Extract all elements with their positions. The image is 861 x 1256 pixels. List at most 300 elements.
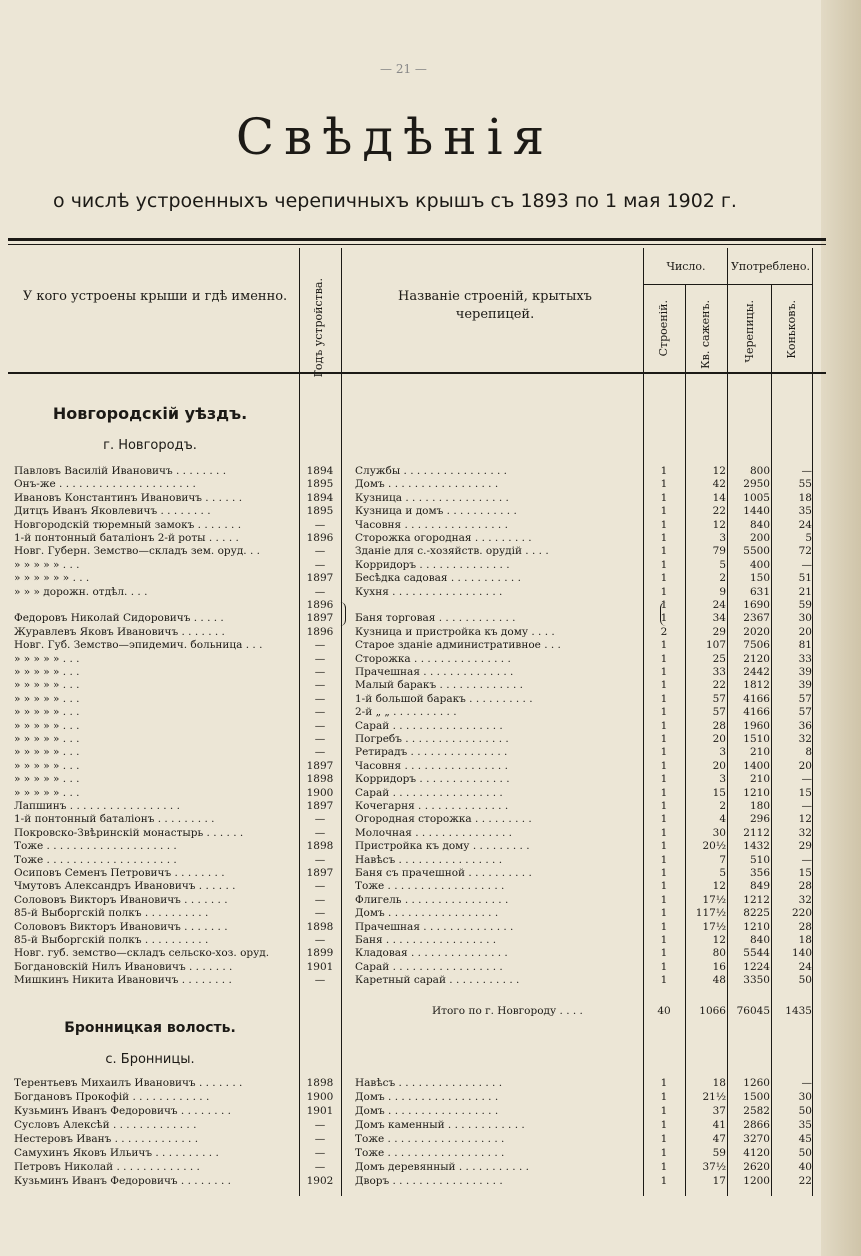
table-row bbox=[0, 786, 861, 800]
sq-sazhen-cell: 47 bbox=[712, 1133, 726, 1145]
owner-cell: Ивановъ Константинъ Ивановичъ . . . . . . bbox=[14, 491, 243, 504]
table-row bbox=[0, 879, 861, 893]
tiles-cell: 1812 bbox=[743, 679, 770, 692]
ridges-cell: 21 bbox=[798, 585, 812, 598]
sq-sazhen-cell: 5 bbox=[719, 558, 726, 571]
table-row bbox=[0, 866, 861, 880]
buildings-count-cell: 1 bbox=[660, 1133, 668, 1145]
header-sq-sazhen: Кв. саженъ. bbox=[699, 300, 712, 369]
tiles-cell: 1005 bbox=[743, 491, 770, 504]
table-row bbox=[0, 652, 861, 666]
buildings-count-cell: 1 bbox=[660, 733, 668, 745]
building-cell: Дворъ . . . . . . . . . . . . . . . . . bbox=[355, 1175, 503, 1187]
year-cell: 1895 bbox=[306, 478, 334, 491]
buildings-count-cell: 2 bbox=[660, 625, 668, 638]
table-row bbox=[0, 745, 861, 759]
year-cell: 1894 bbox=[306, 491, 334, 504]
building-cell: Баня съ прачешной . . . . . . . . . . bbox=[355, 867, 532, 879]
year-cell: — bbox=[314, 585, 326, 598]
ridges-cell: — bbox=[801, 800, 812, 812]
year-cell: — bbox=[314, 813, 326, 826]
header-owner: У кого устроены крыши и гдѣ именно. bbox=[22, 289, 288, 304]
sq-sazhen-cell: 48 bbox=[712, 974, 726, 987]
sq-sazhen-cell: 15 bbox=[712, 786, 726, 799]
header-number-group: Число. bbox=[666, 260, 706, 273]
ridges-cell: 33 bbox=[798, 652, 812, 665]
header-ridges: Коньковъ. bbox=[785, 300, 798, 359]
year-cell: — bbox=[314, 639, 326, 652]
buildings-count-cell: 1 bbox=[660, 786, 668, 799]
buildings-count-cell: 1 bbox=[660, 880, 668, 893]
sq-sazhen-cell: 80 bbox=[712, 947, 726, 960]
owner-cell: Павловъ Василій Ивановичъ . . . . . . . . bbox=[14, 465, 227, 477]
table-row bbox=[0, 491, 861, 505]
building-cell: Часовня . . . . . . . . . . . . . . . . bbox=[355, 759, 508, 772]
sq-sazhen-cell: 7 bbox=[719, 853, 726, 866]
building-cell: Баня . . . . . . . . . . . . . . . . . bbox=[355, 934, 497, 946]
buildings-count-cell: 1 bbox=[660, 518, 668, 531]
ridges-cell: 22 bbox=[798, 1175, 812, 1187]
sq-sazhen-cell: 107 bbox=[705, 639, 726, 652]
owner-cell: Кузьминъ Иванъ Федоровичъ . . . . . . . . bbox=[14, 1105, 231, 1117]
table-row bbox=[0, 571, 861, 585]
buildings-count-cell: 1 bbox=[660, 465, 668, 477]
sq-sazhen-cell: 17½ bbox=[702, 920, 726, 933]
building-cell: Домъ . . . . . . . . . . . . . . . . . bbox=[355, 1105, 499, 1117]
building-cell: Домъ . . . . . . . . . . . . . . . . . bbox=[355, 907, 499, 920]
ridges-cell: 30 bbox=[798, 612, 812, 625]
tiles-cell: 210 bbox=[749, 746, 770, 759]
owner-cell: 1-й понтонный баталіонъ 2-й роты . . . . . bbox=[14, 532, 239, 544]
buildings-count-cell: 1 bbox=[660, 679, 668, 692]
tiles-cell: 849 bbox=[749, 880, 770, 893]
table-row bbox=[0, 638, 861, 652]
year-cell: 1897 bbox=[306, 800, 334, 812]
owner-cell: Новг. Губ. Земство—эпидемич. больница . . . bbox=[14, 639, 263, 652]
sq-sazhen-cell: 41 bbox=[712, 1119, 726, 1131]
tiles-cell: 5500 bbox=[743, 545, 770, 558]
ridges-cell: 35 bbox=[798, 505, 812, 518]
sq-sazhen-cell: 12 bbox=[712, 880, 726, 893]
buildings-count-cell: 1 bbox=[660, 478, 668, 491]
table-row bbox=[0, 933, 861, 947]
year-cell: 1898 bbox=[306, 773, 334, 786]
tiles-cell: 180 bbox=[749, 800, 770, 812]
table-row bbox=[0, 625, 861, 639]
tiles-cell: 2442 bbox=[743, 666, 770, 678]
ridges-cell: 20 bbox=[798, 759, 812, 772]
ridges-cell: 36 bbox=[798, 719, 812, 732]
sq-sazhen-cell: 3 bbox=[719, 773, 726, 786]
sq-sazhen-cell: 4 bbox=[719, 813, 726, 826]
building-cell: Флигель . . . . . . . . . . . . . . . . bbox=[355, 893, 509, 906]
tiles-cell: 631 bbox=[749, 585, 770, 598]
year-cell: — bbox=[314, 706, 326, 719]
sq-sazhen-cell: 21½ bbox=[702, 1091, 726, 1103]
header-top-rule bbox=[8, 238, 826, 241]
tiles-cell: 200 bbox=[749, 532, 770, 544]
year-cell: — bbox=[314, 1161, 326, 1173]
year-cell: 1899 bbox=[306, 947, 334, 960]
table-row bbox=[0, 558, 861, 572]
year-cell: 1896 bbox=[306, 625, 334, 638]
year-cell: 1898 bbox=[306, 1077, 334, 1089]
table-row bbox=[0, 719, 861, 733]
tiles-cell: 4120 bbox=[743, 1147, 770, 1159]
ridges-cell: 220 bbox=[791, 907, 812, 920]
tiles-cell: 1210 bbox=[743, 920, 770, 933]
sq-sazhen-cell: 22 bbox=[712, 679, 726, 692]
owner-cell: 85-й Выборгскій полкъ . . . . . . . . . . bbox=[14, 907, 209, 920]
tiles-cell: 2866 bbox=[743, 1119, 770, 1131]
header-tiles: Черепицы. bbox=[743, 300, 756, 363]
building-cell: Кузница . . . . . . . . . . . . . . . . bbox=[355, 491, 509, 504]
building-cell: Малый баракъ . . . . . . . . . . . . . bbox=[355, 679, 523, 692]
sq-sazhen-cell: 33 bbox=[712, 666, 726, 678]
year-cell: — bbox=[314, 880, 326, 893]
owner-cell: Лапшинъ . . . . . . . . . . . . . . . . . bbox=[14, 800, 180, 812]
sq-sazhen-cell: 37 bbox=[712, 1105, 726, 1117]
ridges-cell: 55 bbox=[798, 478, 812, 491]
header-building: Названіе строеній, крытыхъ черепицей. bbox=[398, 289, 592, 322]
ridges-cell: — bbox=[801, 773, 812, 786]
year-cell: — bbox=[314, 1119, 326, 1131]
ridges-cell: 45 bbox=[798, 1133, 812, 1145]
year-cell: — bbox=[314, 719, 326, 732]
sq-sazhen-cell: 42 bbox=[712, 478, 726, 491]
sq-sazhen-cell: 57 bbox=[712, 706, 726, 719]
year-cell: 1900 bbox=[306, 1091, 334, 1103]
ridges-cell: 24 bbox=[798, 960, 812, 973]
buildings-count-cell: 1 bbox=[660, 719, 668, 732]
building-cell: Кладовая . . . . . . . . . . . . . . . bbox=[355, 947, 508, 960]
section-village: с. Бронницы. bbox=[105, 1052, 195, 1067]
tiles-cell: 1224 bbox=[743, 960, 770, 973]
tiles-cell: 210 bbox=[749, 773, 770, 786]
buildings-count-cell: 1 bbox=[660, 692, 668, 705]
ridges-cell: 24 bbox=[798, 518, 812, 531]
sq-sazhen-cell: 18 bbox=[712, 1077, 726, 1089]
tiles-cell: 1260 bbox=[743, 1077, 770, 1089]
tiles-cell: 1960 bbox=[743, 719, 770, 732]
year-cell: 1897 bbox=[306, 612, 334, 625]
building-cell: Кузница и пристройка къ дому . . . . bbox=[355, 625, 555, 638]
year-cell: 1896 bbox=[306, 532, 334, 544]
owner-cell: Солововъ Викторъ Ивановичъ . . . . . . . bbox=[14, 893, 228, 906]
year-cell: — bbox=[314, 893, 326, 906]
year-cell: 1897 bbox=[306, 759, 334, 772]
table-row bbox=[0, 477, 861, 491]
sq-sazhen-cell: 17½ bbox=[702, 893, 726, 906]
building-cell: Сарай . . . . . . . . . . . . . . . . . bbox=[355, 719, 503, 732]
sq-sazhen-cell: 17 bbox=[712, 1175, 726, 1187]
building-cell: Прачешная . . . . . . . . . . . . . . bbox=[355, 666, 514, 678]
building-cell: Тоже . . . . . . . . . . . . . . . . . . bbox=[355, 880, 505, 893]
ridges-cell: 81 bbox=[798, 639, 812, 652]
buildings-count-cell: 1 bbox=[660, 907, 668, 920]
year-cell: — bbox=[314, 934, 326, 946]
sq-sazhen-cell: 3 bbox=[719, 746, 726, 759]
ridges-cell: 29 bbox=[798, 840, 812, 853]
table-row bbox=[0, 1104, 861, 1118]
header-year: Годъ устройства. bbox=[312, 278, 325, 378]
tiles-cell: 1432 bbox=[743, 840, 770, 853]
sq-sazhen-cell: 3 bbox=[719, 532, 726, 544]
sq-sazhen-cell: 9 bbox=[719, 585, 726, 598]
tiles-cell: 3270 bbox=[743, 1133, 770, 1145]
ridges-cell: 50 bbox=[798, 1105, 812, 1117]
table-row bbox=[0, 732, 861, 746]
owner-cell: Новг. Губерн. Земство—складъ зем. оруд. . . bbox=[14, 545, 260, 558]
sq-sazhen-cell: 30 bbox=[712, 826, 726, 839]
buildings-count-cell: 1 bbox=[660, 1105, 668, 1117]
table-row bbox=[0, 893, 861, 907]
owner-cell: Дитцъ Иванъ Яковлевичъ . . . . . . . . bbox=[14, 505, 211, 518]
owner-cell: Чмутовъ Александръ Ивановичъ . . . . . . bbox=[14, 880, 236, 893]
year-cell: 1901 bbox=[306, 960, 334, 973]
building-cell: Часовня . . . . . . . . . . . . . . . . bbox=[355, 518, 508, 531]
tiles-cell: 1212 bbox=[743, 893, 770, 906]
building-cell: Старое зданіе административное . . . bbox=[355, 639, 561, 652]
owner-cell: Онъ-же . . . . . . . . . . . . . . . . . . . . . bbox=[14, 478, 196, 491]
buildings-count-cell: 1 bbox=[660, 706, 668, 719]
table-row bbox=[0, 504, 861, 518]
buildings-count-cell: 1 bbox=[660, 572, 668, 585]
buildings-count-cell: 1 bbox=[660, 974, 668, 987]
owner-cell: » » » » » . . . bbox=[14, 746, 80, 759]
owner-cell: » » » » » . . . bbox=[14, 773, 80, 786]
building-cell: Кочегарня . . . . . . . . . . . . . . bbox=[355, 800, 509, 812]
buildings-count-cell: 1 bbox=[660, 1147, 668, 1159]
sq-sazhen-cell: 28 bbox=[712, 719, 726, 732]
page-number: — 21 — bbox=[380, 62, 427, 76]
tiles-cell: 4166 bbox=[743, 706, 770, 719]
buildings-count-cell: 1 bbox=[660, 934, 668, 946]
tiles-cell: 2367 bbox=[743, 612, 770, 625]
ridges-cell: 40 bbox=[798, 1161, 812, 1173]
building-cell: Тоже . . . . . . . . . . . . . . . . . . bbox=[355, 1133, 505, 1145]
building-cell: Сарай . . . . . . . . . . . . . . . . . bbox=[355, 960, 503, 973]
year-cell: 1901 bbox=[306, 1105, 334, 1117]
buildings-count-cell: 1 bbox=[660, 585, 668, 598]
table-row bbox=[0, 611, 861, 625]
building-cell: Пристройка къ дому . . . . . . . . . bbox=[355, 840, 530, 853]
buildings-count-cell: 1 bbox=[660, 545, 668, 558]
building-cell: Погребъ . . . . . . . . . . . . . . . . bbox=[355, 733, 509, 745]
sq-sazhen-cell: 12 bbox=[712, 934, 726, 946]
header-used-group: Употреблено. bbox=[730, 260, 811, 273]
sq-sazhen-cell: 24 bbox=[712, 599, 726, 611]
buildings-count-cell: 1 bbox=[660, 800, 668, 812]
tiles-cell: 840 bbox=[749, 934, 770, 946]
building-cell: Молочная . . . . . . . . . . . . . . . bbox=[355, 826, 513, 839]
table-row bbox=[0, 692, 861, 706]
owner-cell: 85-й Выборгскій полкъ . . . . . . . . . . bbox=[14, 934, 209, 946]
year-cell: — bbox=[314, 652, 326, 665]
buildings-count-cell: 1 bbox=[660, 505, 668, 518]
tiles-cell: 1690 bbox=[743, 599, 770, 611]
sq-sazhen-cell: 25 bbox=[712, 652, 726, 665]
owner-cell: Мишкинъ Никита Ивановичъ . . . . . . . . bbox=[14, 974, 232, 987]
table-row bbox=[0, 812, 861, 826]
ridges-cell: 18 bbox=[798, 491, 812, 504]
year-cell: — bbox=[314, 666, 326, 678]
table-row bbox=[0, 759, 861, 773]
year-cell: — bbox=[314, 907, 326, 920]
sq-sazhen-cell: 16 bbox=[712, 960, 726, 973]
ridges-cell: — bbox=[801, 853, 812, 866]
buildings-count-cell: 1 bbox=[660, 867, 668, 879]
year-cell: — bbox=[314, 692, 326, 705]
tiles-cell: 1210 bbox=[743, 786, 770, 799]
ridges-cell: 51 bbox=[798, 572, 812, 585]
table-row bbox=[0, 946, 861, 960]
sq-sazhen-cell: 2 bbox=[719, 800, 726, 812]
tiles-cell: 4166 bbox=[743, 692, 770, 705]
sq-sazhen-cell: 57 bbox=[712, 692, 726, 705]
building-cell: Домъ . . . . . . . . . . . . . . . . . bbox=[355, 1091, 499, 1103]
buildings-count-cell: 1 bbox=[660, 558, 668, 571]
table-row bbox=[0, 826, 861, 840]
owner-cell: Богдановъ Прокофій . . . . . . . . . . . . bbox=[14, 1091, 210, 1103]
building-cell: Навѣсъ . . . . . . . . . . . . . . . . bbox=[355, 1077, 503, 1089]
year-cell: 1894 bbox=[306, 465, 334, 477]
owner-cell: » » » » » . . . bbox=[14, 692, 80, 705]
owner-cell: Терентьевъ Михаилъ Ивановичъ . . . . . . . bbox=[14, 1077, 243, 1089]
ridges-cell: — bbox=[801, 558, 812, 571]
buildings-count-cell: 1 bbox=[660, 947, 668, 960]
owner-cell: Покровско-Звѣринскій монастырь . . . . . . bbox=[14, 826, 244, 839]
ridges-cell: 140 bbox=[791, 947, 812, 960]
table-row bbox=[0, 1174, 861, 1188]
ridges-cell: 39 bbox=[798, 666, 812, 678]
year-cell: — bbox=[314, 545, 326, 558]
sq-sazhen-cell: 34 bbox=[712, 612, 726, 625]
tiles-cell: 2112 bbox=[743, 826, 770, 839]
header-num-buildings: Строеній. bbox=[657, 300, 670, 357]
tiles-cell: 1440 bbox=[743, 505, 770, 518]
tiles-cell: 7506 bbox=[743, 639, 770, 652]
building-cell: Службы . . . . . . . . . . . . . . . . bbox=[355, 465, 508, 477]
buildings-count-cell: 1 bbox=[660, 612, 668, 625]
table-row bbox=[0, 799, 861, 813]
year-cell: — bbox=[314, 1147, 326, 1159]
section-town: г. Новгородъ. bbox=[103, 438, 197, 453]
owner-cell: Богдановскій Нилъ Ивановичъ . . . . . . . bbox=[14, 960, 233, 973]
tiles-cell: 800 bbox=[749, 465, 770, 477]
building-cell: Корридоръ . . . . . . . . . . . . . . bbox=[355, 773, 510, 786]
ridges-cell: 15 bbox=[798, 786, 812, 799]
tiles-cell: 356 bbox=[749, 867, 770, 879]
document-title: Свѣдѣнія bbox=[235, 108, 555, 166]
sq-sazhen-cell: 59 bbox=[712, 1147, 726, 1159]
table-row bbox=[0, 1076, 861, 1090]
owner-cell: Тоже . . . . . . . . . . . . . . . . . . . . bbox=[14, 840, 177, 853]
section-volost: Бронницкая волость. bbox=[64, 1020, 236, 1036]
table-row bbox=[0, 1090, 861, 1104]
owner-cell: » » » дорожн. отдѣл. . . . bbox=[14, 585, 148, 598]
owner-cell: » » » » » » . . . bbox=[14, 572, 90, 585]
owner-cell: » » » » » . . . bbox=[14, 759, 80, 772]
table-row bbox=[0, 464, 861, 478]
owner-cell: » » » » » . . . bbox=[14, 733, 80, 745]
ridges-cell: 32 bbox=[798, 893, 812, 906]
building-cell: Корридоръ . . . . . . . . . . . . . . bbox=[355, 558, 510, 571]
year-cell: 1897 bbox=[306, 867, 334, 879]
building-cell: Кузница и домъ . . . . . . . . . . . bbox=[355, 505, 517, 518]
ridges-cell: 30 bbox=[798, 1091, 812, 1103]
sq-sazhen-cell: 37½ bbox=[702, 1161, 726, 1173]
buildings-count-cell: 1 bbox=[660, 840, 668, 853]
year-cell: 1900 bbox=[306, 786, 334, 799]
owner-cell: » » » » » . . . bbox=[14, 719, 80, 732]
building-cell: Сарай . . . . . . . . . . . . . . . . . bbox=[355, 786, 503, 799]
buildings-count-cell: 1 bbox=[660, 893, 668, 906]
tiles-cell: 2120 bbox=[743, 652, 770, 665]
ridges-cell: 28 bbox=[798, 880, 812, 893]
table-row bbox=[0, 1118, 861, 1132]
building-cell: Прачешная . . . . . . . . . . . . . . bbox=[355, 920, 514, 933]
building-cell: Тоже . . . . . . . . . . . . . . . . . . bbox=[355, 1147, 505, 1159]
table-row bbox=[0, 585, 861, 599]
year-cell: 1895 bbox=[306, 505, 334, 518]
tiles-cell: 2582 bbox=[743, 1105, 770, 1117]
buildings-count-cell: 1 bbox=[660, 1119, 668, 1131]
sq-sazhen-cell: 20 bbox=[712, 759, 726, 772]
owner-cell: » » » » » . . . bbox=[14, 679, 80, 692]
building-cell: Домъ деревянный . . . . . . . . . . . bbox=[355, 1161, 529, 1173]
buildings-count-cell: 1 bbox=[660, 853, 668, 866]
sq-sazhen-cell: 20½ bbox=[702, 840, 726, 853]
tiles-cell: 2020 bbox=[743, 625, 770, 638]
building-cell: Домъ . . . . . . . . . . . . . . . . . bbox=[355, 478, 499, 491]
header-bottom-rule bbox=[8, 372, 826, 374]
year-cell: — bbox=[314, 518, 326, 531]
table-row bbox=[0, 678, 861, 692]
ridges-cell: 18 bbox=[798, 934, 812, 946]
sq-sazhen-cell: 29 bbox=[712, 625, 726, 638]
table-row bbox=[0, 531, 861, 545]
table-row bbox=[0, 960, 861, 974]
sq-sazhen-cell: 22 bbox=[712, 505, 726, 518]
group-header-rule bbox=[643, 284, 812, 285]
building-cell: Ретирадъ . . . . . . . . . . . . . . . bbox=[355, 746, 508, 759]
tiles-cell: 8225 bbox=[743, 907, 770, 920]
buildings-count-cell: 1 bbox=[660, 759, 668, 772]
buildings-count-cell: 1 bbox=[660, 1091, 668, 1103]
owner-cell: Федоровъ Николай Сидоровичъ . . . . . bbox=[14, 612, 224, 625]
buildings-count-cell: 1 bbox=[660, 773, 668, 786]
owner-cell: 1-й понтонный баталіонъ . . . . . . . . . bbox=[14, 813, 215, 826]
owner-cell: Солововъ Викторъ Ивановичъ . . . . . . . bbox=[14, 920, 228, 933]
buildings-count-cell: 1 bbox=[660, 920, 668, 933]
tiles-cell: 5544 bbox=[743, 947, 770, 960]
owner-cell: Осиповъ Семенъ Петровичъ . . . . . . . . bbox=[14, 867, 225, 879]
tiles-cell: 1500 bbox=[743, 1091, 770, 1103]
ridges-cell: 15 bbox=[798, 867, 812, 879]
buildings-count-cell: 1 bbox=[660, 960, 668, 973]
table-row bbox=[0, 906, 861, 920]
buildings-count-cell: 1 bbox=[660, 813, 668, 826]
buildings-count-cell: 1 bbox=[660, 746, 668, 759]
table-row bbox=[0, 853, 861, 867]
ridges-cell: 57 bbox=[798, 692, 812, 705]
buildings-count-cell: 1 bbox=[660, 491, 668, 504]
ridges-cell: 5 bbox=[805, 532, 812, 544]
ridges-cell: 57 bbox=[798, 706, 812, 719]
building-cell: Зданіе для с.-хозяйств. орудій . . . . bbox=[355, 545, 549, 558]
owner-cell: Нестеровъ Иванъ . . . . . . . . . . . . . bbox=[14, 1133, 199, 1145]
